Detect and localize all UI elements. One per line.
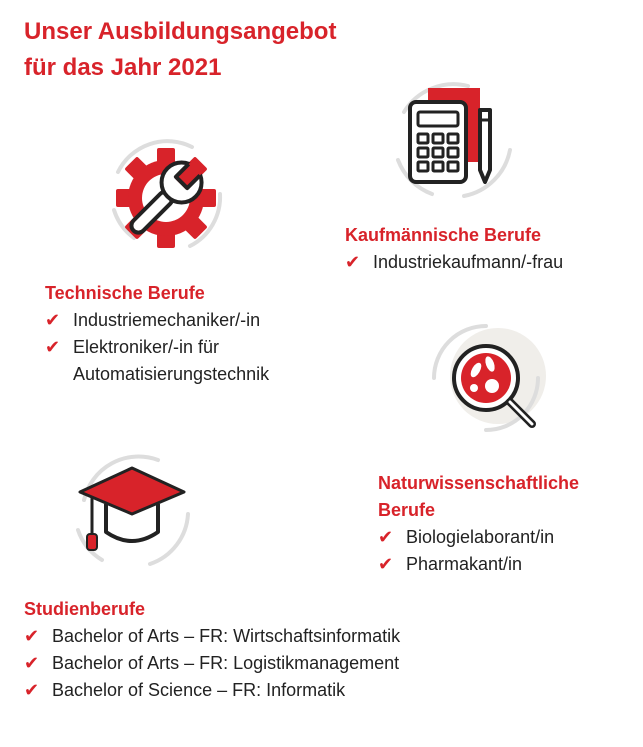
section-science: [378, 470, 579, 578]
list-item: ✔ Elektroniker/-in für: [45, 334, 269, 361]
title-line-2: für das Jahr 2021: [24, 54, 222, 81]
job-list: [24, 623, 400, 704]
check-icon: ✔: [24, 626, 40, 646]
list-item: ✔ Bachelor of Arts – FR: Logistikmanagement: [24, 650, 400, 677]
check-icon: ✔: [378, 527, 394, 547]
calculator-icon: [384, 72, 524, 212]
job-list: [345, 249, 563, 276]
section-heading: Studienberufe: [24, 599, 146, 619]
list-item: ✔ Industriemechaniker/-in: [45, 307, 269, 334]
check-icon: ✔: [378, 554, 394, 574]
section-study: [24, 596, 400, 704]
check-icon: ✔: [24, 680, 40, 700]
section-commercial: [345, 222, 563, 276]
check-icon: ✔: [45, 310, 61, 330]
job-list: [378, 524, 579, 578]
job-list: [45, 307, 269, 388]
list-item: ✔ Bachelor of Arts – FR: Wirtschaftsinformatik: [24, 623, 400, 650]
list-item: ✔ Bachelor of Science – FR: Informatik: [24, 677, 400, 704]
section-heading: Naturwissenschaftliche Berufe: [378, 473, 580, 520]
list-item: ✔ Biologielaborant/in: [378, 524, 579, 551]
section-heading: Technische Berufe: [45, 283, 205, 303]
check-icon: ✔: [24, 653, 40, 673]
list-item: ✔ Pharmakant/in: [378, 551, 579, 578]
title-line-1: Unser Ausbildungsangebot: [24, 18, 337, 45]
check-icon: ✔: [45, 337, 61, 357]
graduation-cap-icon: [62, 440, 202, 580]
magnifier-bacteria-icon: [418, 318, 554, 454]
section-heading: Kaufmännische Berufe: [345, 225, 542, 245]
list-item-continued: Automatisierungstechnik: [73, 364, 270, 384]
section-technical: [45, 280, 269, 388]
list-item: ✔ Industriekaufmann/-frau: [345, 249, 563, 276]
page-title: [24, 14, 336, 86]
check-icon: ✔: [345, 252, 361, 272]
gear-wrench-icon: [96, 128, 236, 268]
